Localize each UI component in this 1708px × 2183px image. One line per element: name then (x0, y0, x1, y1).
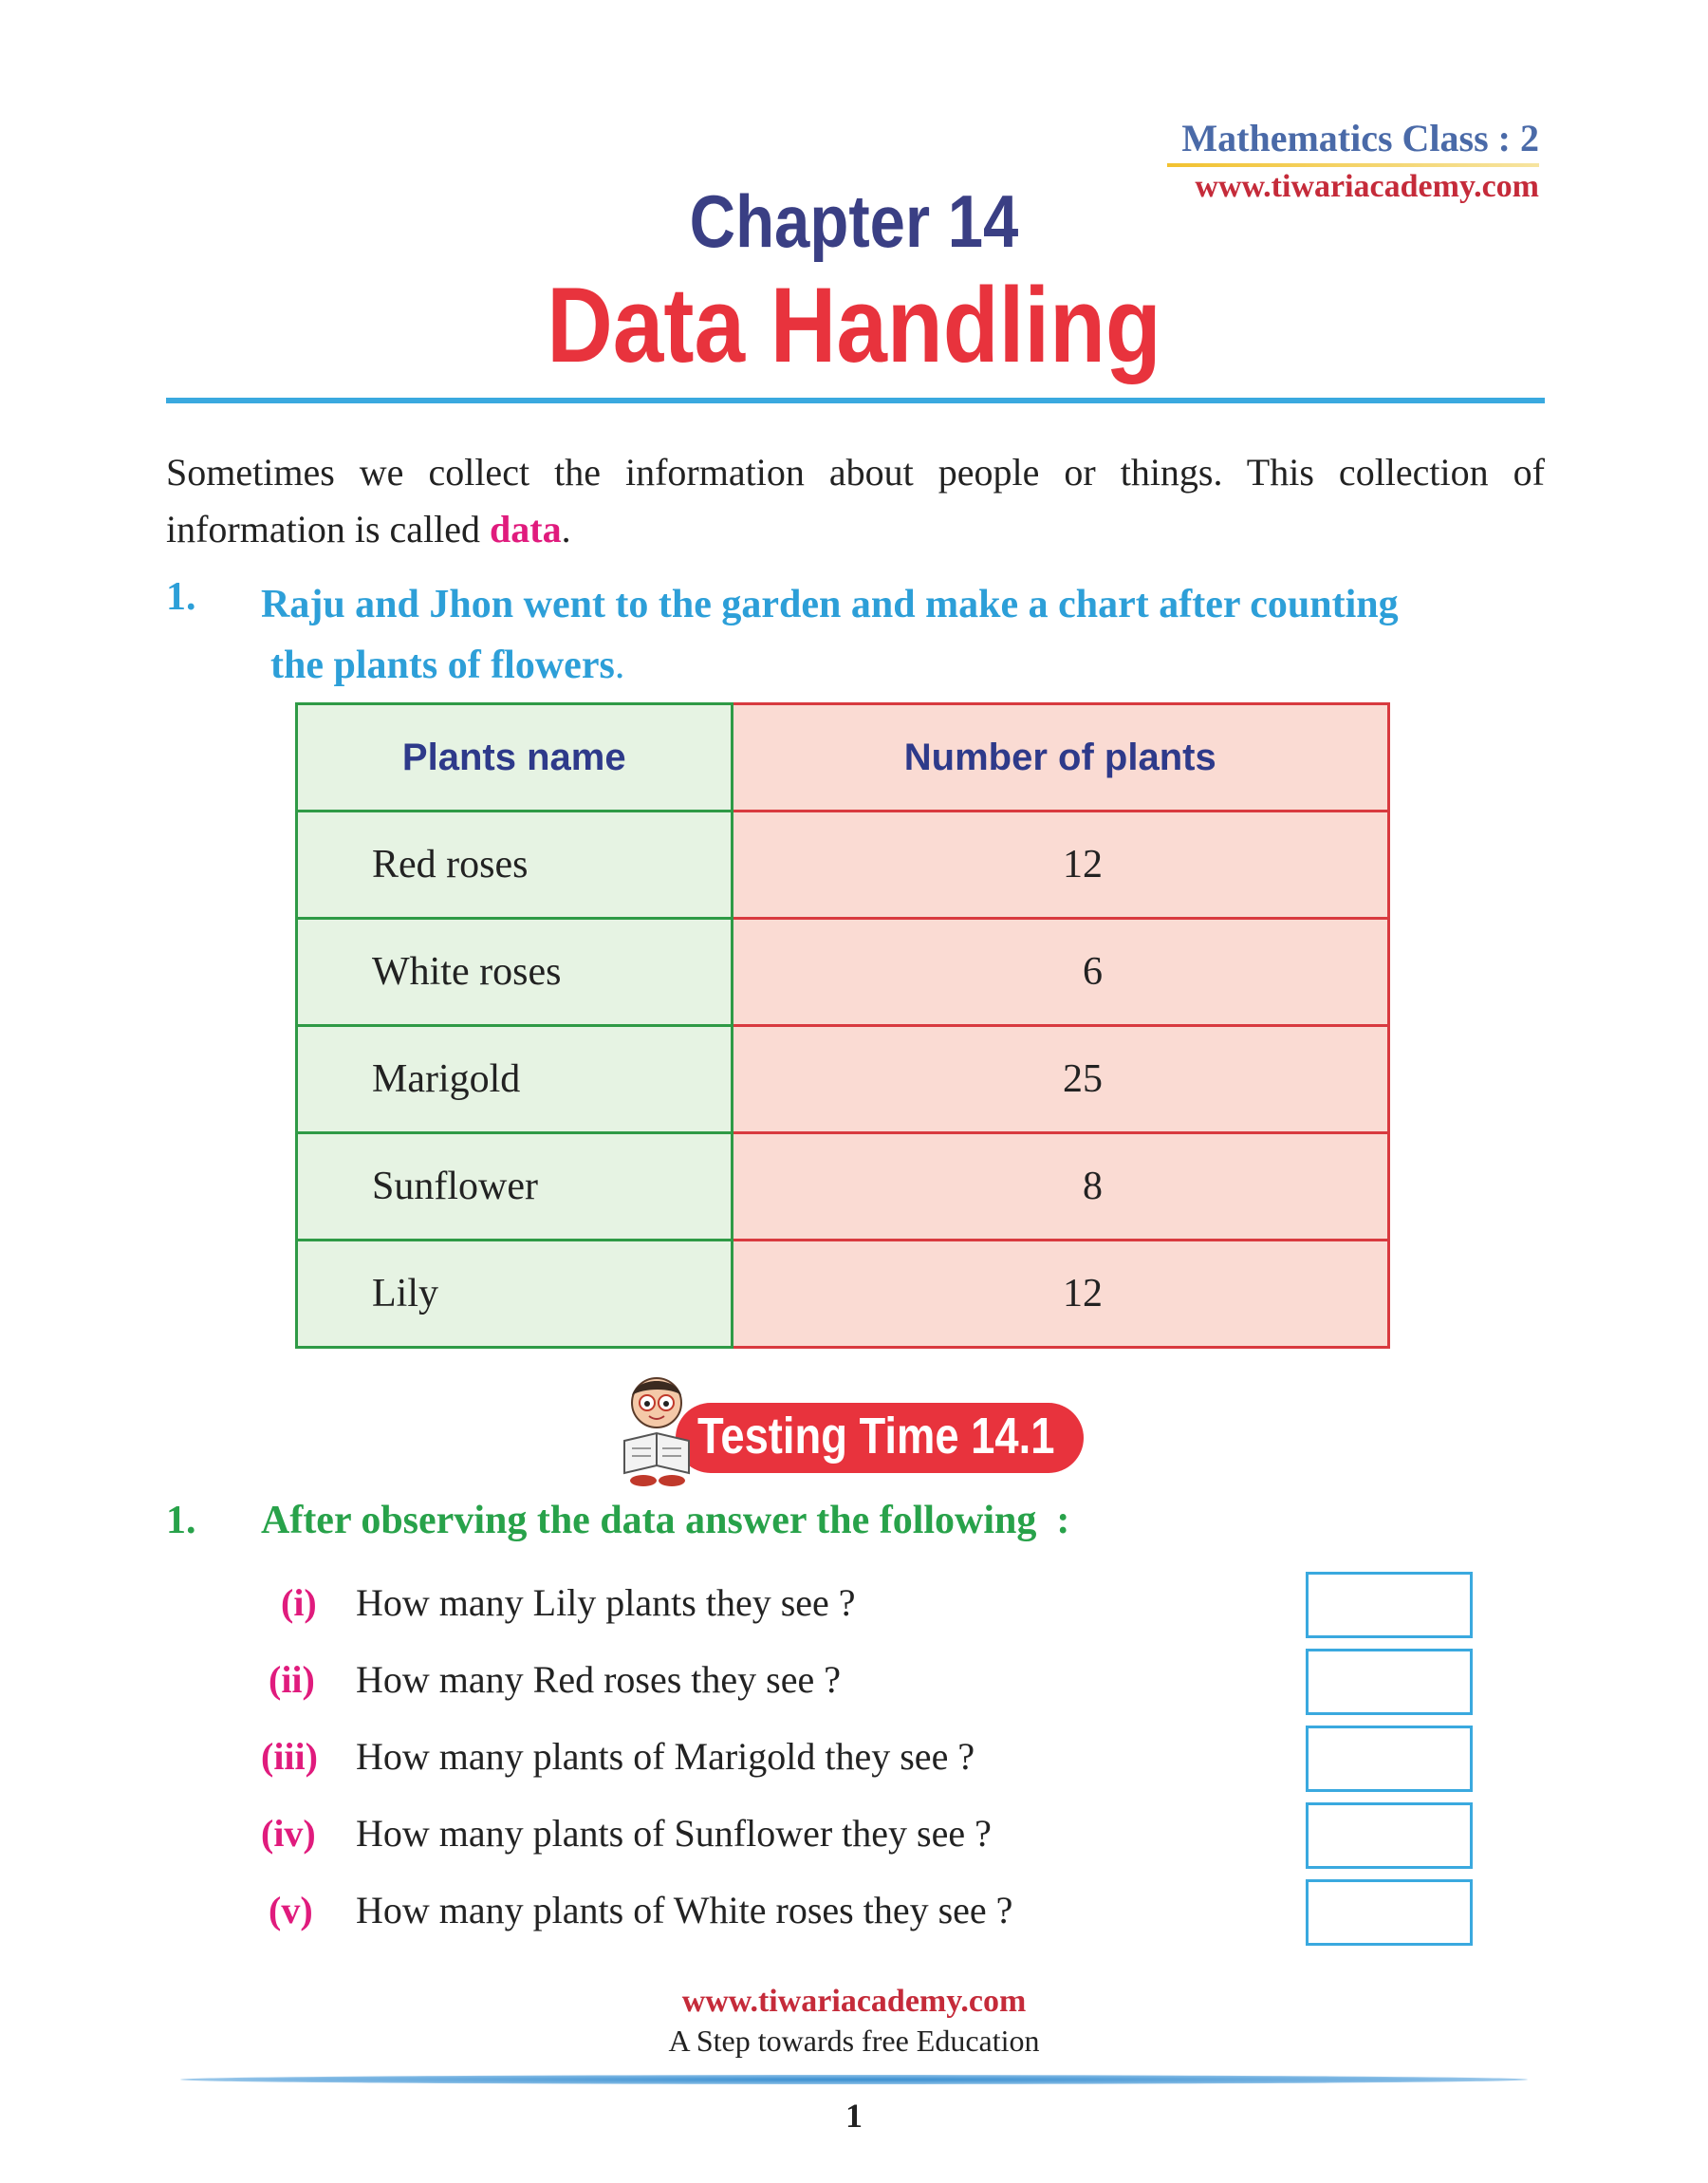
footer-tagline: A Step towards free Education (668, 2024, 1040, 2058)
header-rule (1167, 163, 1539, 167)
header-website-link[interactable]: www.tiwariacademy.com (1195, 169, 1539, 204)
question2-number: 1. (166, 1499, 196, 1542)
subquestion-text: How many plants of Marigold they see ? (356, 1735, 975, 1778)
footer-website-link[interactable]: www.tiwariacademy.com (681, 1984, 1027, 2019)
intro-end: . (561, 508, 571, 550)
question2-colon: : (1056, 1499, 1070, 1542)
intro-paragraph (166, 444, 1545, 558)
plant-name-cell: Sunflower (297, 1133, 733, 1241)
subquestion-label: (ii) (269, 1658, 315, 1701)
question2-heading-text: After observing the data answer the following (261, 1499, 1037, 1542)
subquestion-text: How many Lily plants they see ? (356, 1581, 856, 1624)
plant-count-cell: 8 (732, 1133, 1389, 1241)
subquestion-label: (i) (281, 1581, 317, 1624)
subquestion-text: How many plants of Sunflower they see ? (356, 1812, 992, 1855)
answer-box-1[interactable] (1306, 1572, 1473, 1638)
plant-name-cell: Marigold (297, 1026, 733, 1133)
table-header-row (297, 704, 1389, 812)
plant-count-cell: 12 (732, 1241, 1389, 1348)
table-row (297, 919, 1389, 1026)
answer-box-3[interactable] (1306, 1726, 1473, 1792)
subquestion-text: How many Red roses they see ? (356, 1658, 841, 1701)
plant-name-cell: Lily (297, 1241, 733, 1348)
plant-count-cell: 25 (732, 1026, 1389, 1133)
table-row (297, 812, 1389, 919)
testing-time-label: Testing Time 14.1 (697, 1408, 1055, 1465)
answer-box-5[interactable] (1306, 1879, 1473, 1946)
answer-box-2[interactable] (1306, 1649, 1473, 1715)
subquestion-label: (iii) (261, 1735, 318, 1778)
table-row (297, 1241, 1389, 1348)
intro-keyword: data (490, 508, 562, 550)
title-divider (166, 398, 1545, 403)
chapter-number: Chapter 14 (689, 179, 1019, 263)
plant-count-cell: 12 (732, 812, 1389, 919)
answer-box-4[interactable] (1306, 1802, 1473, 1869)
plants-table (295, 702, 1390, 1349)
plant-count-cell: 6 (732, 919, 1389, 1026)
question1-line1: Raju and Jhon went to the garden and make a chart after counting (261, 583, 1399, 626)
column-header-number-of-plants: Number of plants (732, 704, 1389, 812)
question2-heading (261, 1498, 1069, 1543)
subquestion-label: (iv) (261, 1812, 316, 1855)
question1-number: 1. (166, 575, 196, 619)
question1-line2: the plants of flowers (270, 644, 615, 687)
table-row (297, 1133, 1389, 1241)
intro-text: Sometimes we collect the information about people or things. This collection of information is called (166, 451, 1545, 550)
footer-divider (180, 2075, 1528, 2084)
subquestion-label: (v) (269, 1889, 313, 1931)
plant-name-cell: White roses (297, 919, 733, 1026)
page-title: Data Handling (547, 266, 1161, 384)
subquestion-text: How many plants of White roses they see ? (356, 1889, 1013, 1931)
plant-name-cell: Red roses (297, 812, 733, 919)
table-row (297, 1026, 1389, 1133)
header-subject: Mathematics Class : 2 (1181, 117, 1539, 159)
page-number: 1 (845, 2097, 863, 2135)
column-header-plants-name: Plants name (297, 704, 733, 812)
question1-line2-end: . (614, 644, 625, 687)
reading-student-icon (615, 1374, 698, 1488)
question1-text (261, 574, 1547, 696)
